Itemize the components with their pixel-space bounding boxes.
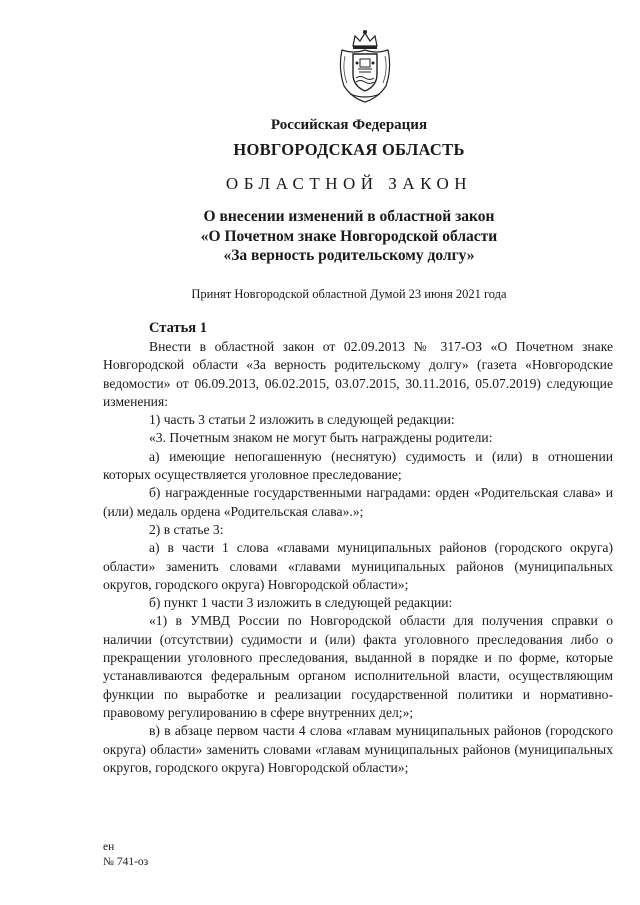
region-heading: НОВГОРОДСКАЯ ОБЛАСТЬ — [233, 140, 465, 159]
law-title-line: «О Почетном знаке Новгородской области — [200, 227, 498, 245]
footer-number: № 741-оз — [103, 856, 149, 868]
law-title-line: О внесении изменений в областной закон — [203, 208, 495, 225]
document-footer — [103, 840, 148, 870]
article-paragraph: а) в части 1 слова «главами муниципальных районов (городского округа) области» заменить словами «главами муниципальных районов (муниципальных округов, городского округа) Новгородской области»; — [103, 540, 613, 592]
article-body — [103, 338, 613, 777]
footer-initials: ен — [103, 841, 115, 853]
article-paragraph: «3. Почетным знаком не могут быть награждены родители: — [149, 430, 493, 446]
article-paragraph: а) имеющие непогашенную (неснятую) судимость и (или) в отношении которых осуществляется уголовное преследование; — [103, 448, 613, 483]
law-title-line: «За верность родительскому долгу» — [223, 247, 475, 264]
article-paragraph: «1) в УМВД России по Новгородской области для получения справки о наличии (отсутствии) судимости и (или) факта уголовного преследования либо о прекращении уголовного преследования, выданной в порядке и по форме, которые устанавливаются федеральным органом исполнительной власти, осуществляющим функции по выработке и реализации государственной политики и нормативно-правовому регулированию в сфере внутренних дел;»; — [103, 613, 613, 720]
article-paragraph: б) пункт 1 части 3 изложить в следующей редакции: — [149, 595, 453, 611]
article-paragraph: Внести в областной закон от 02.09.2013 № 317-ОЗ «О Почетном знаке Новгородской области «За верность родительскому долгу» (газета «Новгородские ведомости» от 06.09.2013, 06.02.2015, 03.07.2015, 30.11.2016, 05.07.2019) следующие изменения: — [103, 339, 613, 409]
law-title — [0, 207, 640, 266]
federation-heading: Российская Федерация — [270, 117, 428, 133]
coat-of-arms-icon — [336, 28, 394, 104]
article-paragraph: в) в абзаце первом части 4 слова «главам муниципальных районов (городского округа) области» заменить словами «главам муниципальных районов (муниципальных округов, городского округа) Новгородской области»; — [103, 723, 613, 775]
article-paragraph: 1) часть 3 статьи 2 изложить в следующей редакции: — [149, 412, 455, 428]
document-type: ОБЛАСТНОЙ ЗАКОН — [225, 174, 473, 193]
article-paragraph: 2) в статье 3: — [149, 521, 224, 537]
article-paragraph: б) награжденные государственными наградами: орден «Родительская слава» и (или) медаль ордена «Родительская слава».»; — [103, 485, 613, 519]
article-heading: Статья 1 — [149, 320, 207, 336]
adoption-date: Принят Новгородской областной Думой 23 июня 2021 года — [191, 287, 507, 301]
